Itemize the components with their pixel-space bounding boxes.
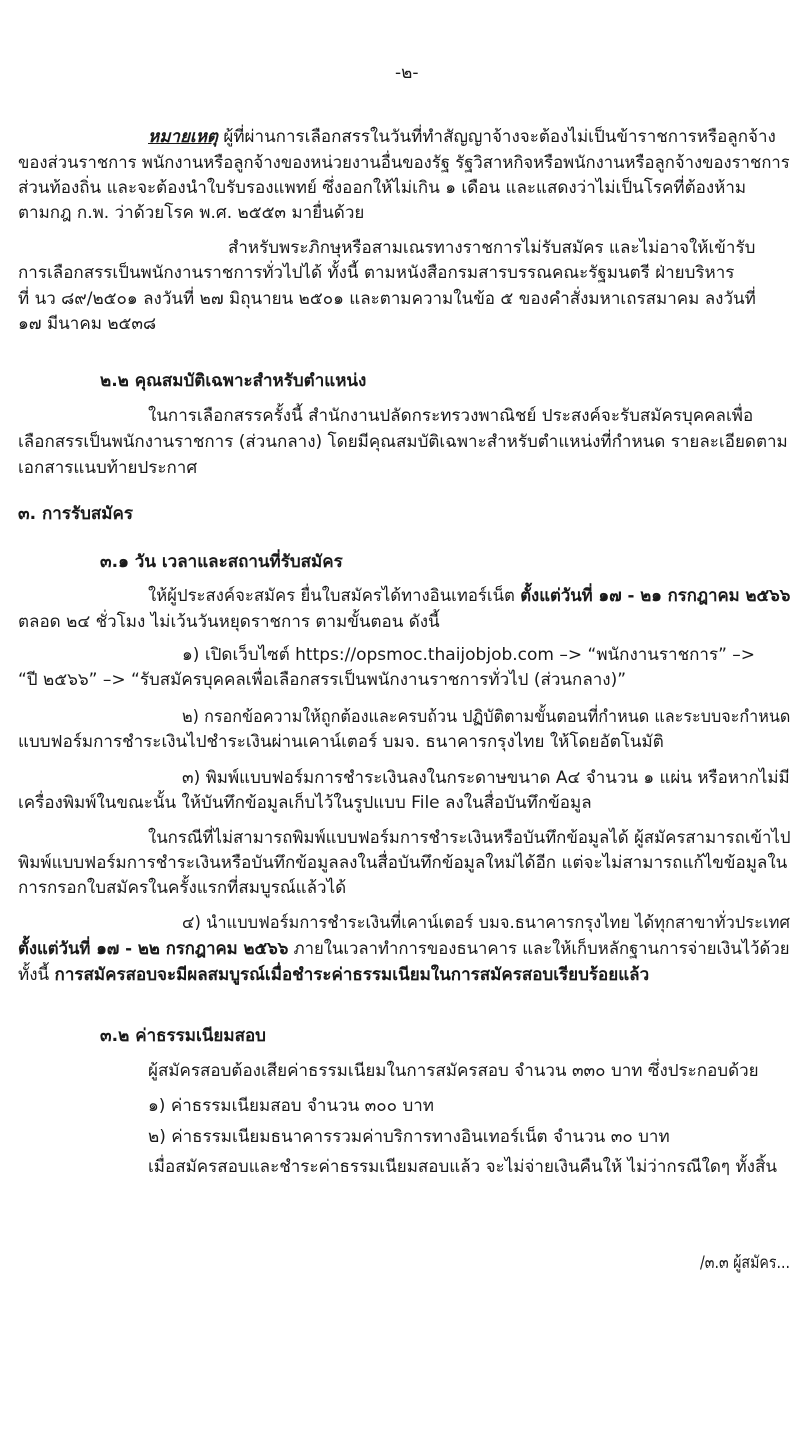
- s31-para-3: การกรอกใบสมัครในครั้งแรกที่สมบูรณ์แล้วได้: [18, 878, 347, 898]
- s22-line-2: เลือกสรรเป็นพนักงานราชการ (ส่วนกลาง) โดยมีคุณสมบัติเฉพาะสำหรับตำแหน่งที่กำหนด รายละเอียดตาม: [18, 432, 788, 452]
- s31-step-1b: “ปี ๒๕๖๖” –> “รับสมัครบุคคลเพื่อเลือกสรรเป็นพนักงานราชการทั่วไป (ส่วนกลาง)”: [18, 670, 627, 690]
- s32-item-1: ๑) ค่าธรรมเนียมสอบ จำนวน ๓๐๐ บาท: [148, 1096, 434, 1116]
- s31-step-4b: ตั้งแต่วันที่ ๑๗ - ๒๒ กรกฎาคม ๒๕๖๖ ภายในเวลาทำการของธนาคาร และให้เก็บหลักฐานการจ่ายเงินไว้ด้วย: [18, 939, 790, 959]
- s32-item-2: ๒) ค่าธรรมเนียมธนาคารรวมค่าบริการทางอินเทอร์เน็ต จำนวน ๓๐ บาท: [148, 1127, 670, 1147]
- note-line-8: ๑๗ มีนาคม ๒๕๓๘: [18, 314, 157, 334]
- note-line-4: ตามกฎ ก.พ. ว่าด้วยโรค พ.ศ. ๒๕๕๓ มายื่นด้วย: [18, 203, 365, 223]
- section-3-2-heading: ๓.๒ ค่าธรรมเนียมสอบ: [100, 1026, 266, 1046]
- note-line-7: ที่ นว ๘๙/๒๕๐๑ ลงวันที่ ๒๗ มิถุนายน ๒๕๐๑ และตามความในข้อ ๕ ของคำสั่งมหาเถรสมาคม ลงวันที่: [18, 289, 756, 309]
- s31-para-1: ในกรณีที่ไม่สามารถพิมพ์แบบฟอร์มการชำระเงินหรือบันทึกข้อมูลได้ ผู้สมัครสามารถเข้าไป: [148, 828, 791, 848]
- page-number: -๒-: [395, 63, 419, 83]
- section-3-1-heading: ๓.๑ วัน เวลาและสถานที่รับสมัคร: [100, 552, 343, 572]
- section-2-2-heading: ๒.๒ คุณสมบัติเฉพาะสำหรับตำแหน่ง: [100, 371, 367, 391]
- note-line-1: หมายเหตุ ผู้ที่ผ่านการเลือกสรรในวันที่ทำสัญญาจ้างจะต้องไม่เป็นข้าราชการหรือลูกจ้าง: [148, 127, 776, 147]
- s31-line-2: ตลอด ๒๔ ชั่วโมง ไม่เว้นวันหยุดราชการ ตามขั้นตอน ดังนี้: [18, 612, 440, 632]
- s31-para-2: พิมพ์แบบฟอร์มการชำระเงินหรือบันทึกข้อมูลลงในสื่อบันทึกข้อมูลใหม่ได้อีก แต่จะไม่สามารถแก้ไขข้อมูลใน: [18, 853, 788, 873]
- note-label: หมายเหตุ: [148, 127, 218, 147]
- note-line-3: ส่วนท้องถิ่น และจะต้องนำใบรับรองแพทย์ ซึ่งออกให้ไม่เกิน ๑ เดือน และแสดงว่าไม่เป็นโรคที่ต้องห้าม: [18, 178, 747, 198]
- s31-step-4c: ทั้งนี้ การสมัครสอบจะมีผลสมบูรณ์เมื่อชำระค่าธรรมเนียมในการสมัครสอบเรียบร้อยแล้ว: [18, 965, 650, 985]
- section-3-heading: ๓. การรับสมัคร: [18, 504, 133, 524]
- s31-step-3a: ๓) พิมพ์แบบฟอร์มการชำระเงินลงในกระดาษขนาด A๔ จำนวน ๑ แผ่น หรือหากไม่มี: [182, 768, 790, 788]
- s22-line-1: ในการเลือกสรรครั้งนี้ สำนักงานปลัดกระทรวงพาณิชย์ ประสงค์จะรับสมัครบุคคลเพื่อ: [148, 406, 754, 426]
- s32-line-2: เมื่อสมัครสอบและชำระค่าธรรมเนียมสอบแล้ว จะไม่จ่ายเงินคืนให้ ไม่ว่ากรณีใดๆ ทั้งสิ้น: [148, 1157, 777, 1177]
- s32-line-1: ผู้สมัครสอบต้องเสียค่าธรรมเนียมในการสมัครสอบ จำนวน ๓๓๐ บาท ซึ่งประกอบด้วย: [148, 1061, 759, 1081]
- s31-step-3b: เครื่องพิมพ์ในขณะนั้น ให้บันทึกข้อมูลเก็บไว้ในรูปแบบ File ลงในสื่อบันทึกข้อมูล: [18, 793, 592, 813]
- s31-step-4a: ๔) นำแบบฟอร์มการชำระเงินที่เคาน์เตอร์ บมจ.ธนาคารกรุงไทย ได้ทุกสาขาทั่วประเทศ: [182, 913, 790, 933]
- s31-line-1: ให้ผู้ประสงค์จะสมัคร ยื่นใบสมัครได้ทางอินเทอร์เน็ต ตั้งแต่วันที่ ๑๗ - ๒๑ กรกฎาคม ๒๕๖๖: [148, 586, 791, 606]
- note-line-2: ของส่วนราชการ พนักงานหรือลูกจ้างของหน่วยงานอื่นของรัฐ รัฐวิสาหกิจหรือพนักงานหรือลูกจ้างของราชการ: [18, 153, 790, 173]
- note-line-6: การเลือกสรรเป็นพนักงานราชการทั่วไปได้ ทั้งนี้ ตามหนังสือกรมสารบรรณคณะรัฐมนตรี ฝ่ายบริหาร: [18, 263, 735, 283]
- s31-step-2b: แบบฟอร์มการชำระเงินไปชำระเงินผ่านเคาน์เตอร์ บมจ. ธนาคารกรุงไทย ให้โดยอัตโนมัติ: [18, 732, 664, 752]
- s31-step-1a: ๑) เปิดเว็บไซต์ https://opsmoc.thaijobjob.com –> “พนักงานราชการ” –>: [182, 645, 756, 665]
- s31-step-2a: ๒) กรอกข้อความให้ถูกต้องและครบถ้วน ปฏิบัติตามขั้นตอนที่กำหนด และระบบจะกำหนด: [182, 707, 791, 727]
- note-line-5: สำหรับพระภิกษุหรือสามเณรทางราชการไม่รับสมัคร และไม่อาจให้เข้ารับ: [228, 238, 756, 258]
- s22-line-3: เอกสารแนบท้ายประกาศ: [18, 458, 198, 478]
- continuation-footer: /๓.๓ ผู้สมัคร...: [700, 1253, 791, 1273]
